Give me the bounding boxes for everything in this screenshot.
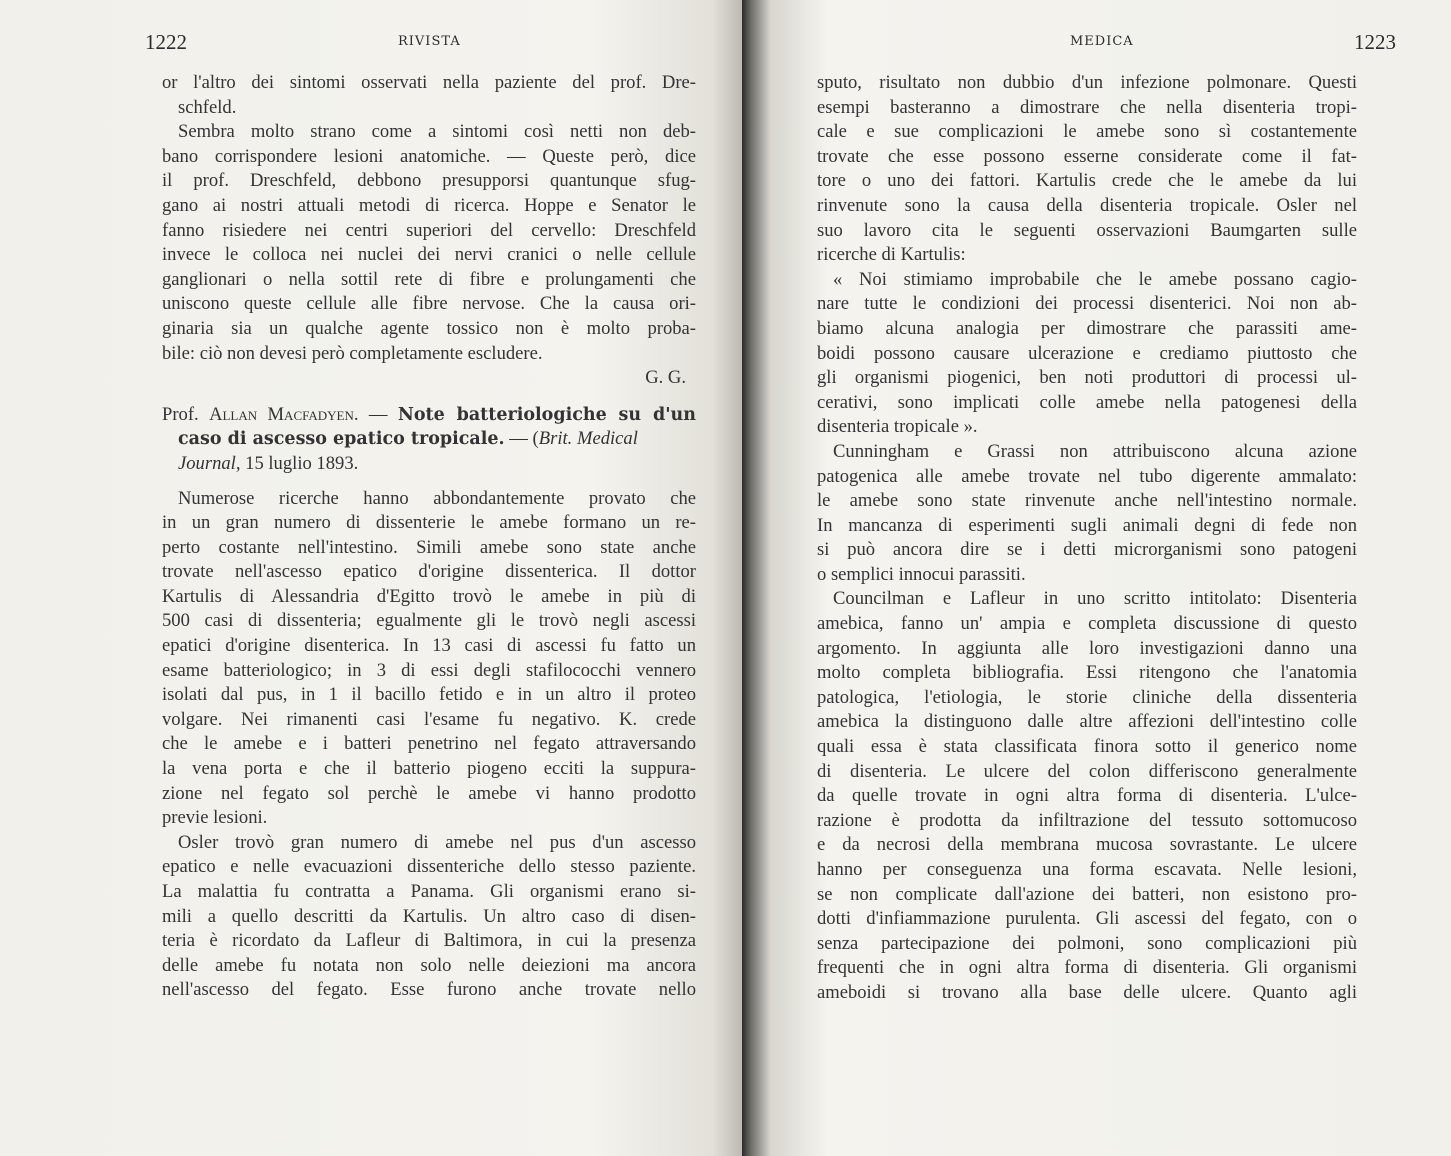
paragraph [817,268,1357,440]
text-line: le amebe sono state rinvenute anche nell'intestino normale. [817,490,1357,512]
text-line: e da necrosi della membrana mucosa sovrastante. Le ulcere [817,834,1357,856]
text-line: dotti d'infiammazione purulenta. Gli ascessi del fegato, con o [817,908,1357,930]
paragraph [162,71,696,120]
page-number: 1222 [145,30,187,54]
text-line: argomento. In aggiunta alle loro investigazioni danno una [817,637,1357,659]
text-line: nare tutte le condizioni dei processi disenterici. Noi non ab- [817,293,1357,315]
text-line: gano ai nostri attuali metodi di ricerca. Hoppe e Senator le [162,194,696,216]
text-line: zione nel fegato sol perchè le amebe vi hanno prodotto [162,782,696,804]
text-line: isolati dal pus, in 1 il bacillo fetido e in un altro il proteo [162,684,696,706]
text-line: bano corrispondere lesioni anatomiche. — Queste però, dice [162,145,696,167]
text-line: Numerose ricerche hanno abbondantemente provato che [178,487,696,509]
text-line: o semplici innocui parassiti. [817,563,1026,585]
text-line: ameboidi si trovano alla base delle ulcere. Quanto agli [817,981,1357,1003]
text-line: senza partecipazione dei polmoni, sono complicazioni più [817,932,1357,954]
text-line: bile: ciò non devesi però completamente escludere. [162,342,543,364]
text-line: quali essa è stata classificata finora sotto il generico nome [817,736,1357,758]
text-line: invece le colloca nei nuclei dei nervi cranici o nelle cellule [162,244,696,266]
text-line: Osler trovò gran numero di amebe nel pus d'un ascesso [178,831,696,853]
text-line: uniscono queste cellule alle fibre nervose. Che la causa ori- [162,293,696,315]
text-line: tore o uno dei fattori. Kartulis crede che le amebe da lui [817,170,1357,192]
article-author: Allan Macfadyen. [209,403,359,425]
right-text-column [817,71,1357,1006]
text-line: rinvenute sono la causa della disenteria tropicale. Osler nel [817,194,1357,216]
text-line: fanno risiedere nei centri superiori del cervello: Dreschfeld [162,219,696,241]
text-line: patogenica alle amebe trovate nel tubo digerente ammalato: [817,465,1357,487]
text-line: mili a quello descritti da Kartulis. Un altro caso di disen- [162,905,696,927]
text-line: ginaria sia un qualche agente tossico non è molto proba- [162,317,696,339]
text-line: delle amebe fu notata non solo nelle deiezioni ma ancora [162,954,696,976]
text-line: ganglionari o nella sottil rete di fibre e prolungamenti che [162,268,696,290]
text-line: trovate nell'ascesso epatico d'origine dissenterica. Il dottor [162,561,696,583]
text-line: patologica, l'etiologia, le storie cliniche della dissenteria [817,686,1357,708]
text-line: da quelle trovate in ogni altra forma di disenteria. L'ulce- [817,785,1357,807]
signature: G. G. [645,367,686,389]
text-line: or l'altro dei sintomi osservati nella paziente del prof. Dre- [162,72,696,93]
text-line: teria è ricordato da Lafleur di Baltimora, in cui la presenza [162,930,696,952]
source-journal: Brit. Medical [538,428,638,450]
source-date: 15 luglio 1893. [240,452,359,474]
text-line: frequenti che in ogni altra forma di disenteria. Gli organismi [817,957,1357,979]
source-prefix: — ( [504,428,539,450]
text-line: 500 casi di dissenteria; egualmente gli le trovò negli ascessi [162,610,696,632]
text-line: ricerche di Kartulis: [817,244,966,266]
paragraph [162,120,696,366]
text-line: epatici d'origine disenterica. In 13 casi di ascessi fu fatto un [162,635,696,657]
text-line: di disenteria. Le ulcere del colon differiscono generalmente [817,760,1357,782]
page-number: 1223 [1354,30,1396,54]
text-line: volgare. Nei rimanenti casi l'esame fu negativo. K. crede [162,708,696,730]
running-head: MEDICA [1070,34,1134,49]
text-line: il prof. Dreschfeld, debbono presupporsi quantunque sfug- [162,170,696,192]
text-line: boidi possono causare ulcerazione e crediamo piuttosto che [817,342,1357,364]
paragraph [817,71,1357,268]
text-line: amebica la distinguono dalle altre affezioni dell'intestino colle [817,711,1357,733]
paragraph [162,487,696,831]
paragraph [817,587,1357,1005]
article-heading [162,403,696,477]
text-line: esame batteriologico; in 3 di essi degli stafilococchi vennero [162,659,696,681]
text-line: Kartulis di Alessandria d'Egitto trovò le amebe in più di [162,585,696,607]
text-line: in un gran numero di dissenterie le amebe formano un re- [162,512,696,534]
text-line: hanno per conseguenza una forma escavata. Nelle lesioni, [817,859,1357,880]
source-journal-cont: Journal, [178,452,241,474]
text-line: se non complicate dall'azione dei batteri, non esistono pro- [817,883,1357,905]
text-line: disenteria tropicale ». [817,416,978,438]
text-line: sputo, risultato non dubbio d'un infezione polmonare. Questi [817,72,1357,93]
text-line: Councilman e Lafleur in uno scritto intitolato: Disenteria [833,588,1357,610]
text-line: In mancanza di esperimenti sugli animali degni di fede non [817,514,1357,536]
text-line: suo lavoro cita le seguenti osservazioni Baumgarten sulle [817,219,1357,241]
text-line: previe lesioni. [162,807,268,829]
text-line: gli organismi piogenici, ben noti produttori di processi ul- [817,367,1357,389]
paragraph [162,831,696,1003]
article-title: Note batteriologiche su d'un [397,404,697,425]
paragraph [817,440,1357,588]
text-line: trovate che esse possono esserne considerate come il fat- [817,145,1357,167]
text-line: amebica, fanno un' ampia e completa discussione di questo [817,613,1357,635]
text-line: schfeld. [178,96,237,118]
text-line: biamo alcuna analogia per dimostrare che parassiti ame- [817,317,1357,339]
text-line: perto costante nell'intestino. Simili amebe sono state anche [162,536,696,558]
text-line: esempi basteranno a dimostrare che nella disenteria tropi- [817,96,1357,118]
author-prefix: Prof. [162,403,199,425]
left-text-column [162,71,696,1003]
text-line: razione è prodotta da infiltrazione del tessuto sottomucoso [817,809,1357,831]
text-line: « Noi stimiamo improbabile che le amebe possano cagio- [833,268,1357,290]
running-head: RIVISTA [398,34,461,49]
text-line: epatico e nelle evacuazioni dissenteriche dello stesso paziente. [162,856,696,878]
text-line: si può ancora dire se i detti microrganismi sono patogeni [817,539,1357,561]
text-line: che le amebe e i batteri penetrino nel fegato attraversando [162,733,696,755]
text-line: cerativi, sono implicati colle amebe nella patogenesi della [817,391,1357,413]
text-line: la vena porta e che il batterio piogeno ecciti la suppura- [162,758,696,780]
article-title-cont: caso di ascesso epatico tropicale. [178,429,505,450]
text-line: La malattia fu contratta a Panama. Gli organismi erano si- [162,881,696,902]
text-line: nell'ascesso del fegato. Esse furono anche trovate nello [162,979,696,1001]
text-line: molto completa bibliografia. Essi ritengono che l'anatomia [817,662,1357,684]
text-line: Cunningham e Grassi non attribuiscono alcuna azione [833,440,1357,462]
text-line: Sembra molto strano come a sintomi così netti non deb- [178,121,696,143]
text-line: cale e sue complicazioni le amebe sono sì costantemente [817,121,1357,143]
heading-dash: — [358,403,398,425]
